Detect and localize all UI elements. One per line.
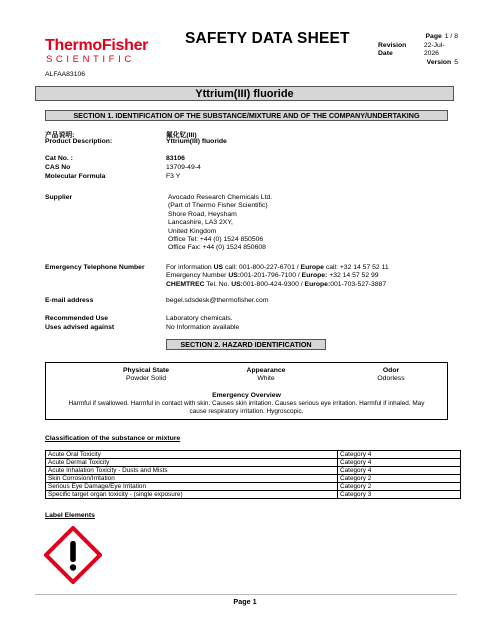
section-1-header: SECTION 1. IDENTIFICATION OF THE SUBSTANCE/MIXTURE AND OF THE COMPANY/UNDERTAKING [45, 110, 448, 121]
section-2-header: SECTION 2. HAZARD IDENTIFICATION [166, 339, 326, 350]
physical-state-value: Powder Solid [125, 375, 167, 382]
appearance-value: White [257, 375, 275, 382]
cat-value: 83106 [166, 155, 185, 162]
hazard-cell: Serious Eye Damage/Eye Irritation [46, 483, 338, 491]
text: Europe: [304, 280, 331, 288]
product-name: Yttrium(III) fluoride [195, 88, 294, 100]
overview-line: Harmful if swallowed. Harmful in contact with skin. Causes skin irritation. Causes serious eye irritation. Harmful if inhaled. May [68, 400, 425, 407]
footer-page-number: Page 1 [233, 597, 257, 606]
odor-value: Odorless [377, 375, 405, 382]
exclamation-mark-diamond-icon [44, 526, 102, 584]
text: Europe: [301, 272, 328, 280]
uses-advised-label: Uses advised against [45, 324, 115, 331]
overview-line: cause respiratory irritation. Hygroscopic. [189, 408, 304, 416]
classification-heading: Classification of the substance or mixture [45, 435, 181, 442]
supplier-line: Shore Road, Heysham [168, 210, 237, 218]
category-cell: Category 2 [338, 483, 461, 491]
emergency-overview-text [46, 400, 447, 416]
text: For information [166, 264, 214, 271]
text: 001-201-796-7100 / [240, 272, 302, 280]
recommended-use-value: Laboratory chemicals. [166, 315, 233, 322]
emergency-overview-label: Emergency Overview [212, 392, 281, 399]
text: 001-800-424-9300 / [242, 280, 305, 288]
appearance-label: Appearance [246, 367, 286, 374]
text: US: [231, 280, 243, 288]
supplier-line: Avocado Research Chemicals Ltd. [168, 194, 273, 201]
table-row [46, 467, 461, 475]
hazard-cell: Acute Dermal Toxicity [46, 459, 338, 467]
email-value[interactable]: begel.sdsdesk@thermofisher.com [166, 297, 269, 304]
text: 001-703-527-3887 [330, 280, 387, 288]
classification-table [45, 450, 461, 499]
supplier-line: Office Tel: +44 (0) 1524 850506 [168, 236, 264, 244]
text: +32 14 57 52 99 [327, 272, 379, 280]
document-id: ALFAA83106 [45, 71, 86, 78]
page-label: Page [425, 33, 442, 40]
recommended-use-label: Recommended Use [45, 315, 109, 322]
cas-value: 13709-49-4 [166, 164, 201, 171]
hazard-cell: Acute Inhalation Toxicity - Dusts and Mists [46, 467, 338, 475]
cas-label: CAS No [45, 164, 71, 171]
formula-label: Molecular Formula [45, 173, 106, 180]
text: US [213, 264, 224, 271]
table-row [46, 475, 461, 483]
text: US: [228, 272, 241, 280]
text: call: 001-800-227-6701 / [223, 264, 301, 271]
supplier-line: (Part of Thermo Fisher Scientific) [168, 202, 268, 210]
hazard-summary-box [45, 362, 448, 420]
supplier-line: Office Fax: +44 (0) 1524 850608 [168, 244, 266, 252]
formula-value: F3 Y [166, 173, 181, 180]
uses-advised-value: No Information available [166, 324, 240, 331]
label-elements-heading: Label Elements [45, 512, 95, 519]
version-value: 5 [454, 58, 458, 66]
category-cell: Category 4 [338, 451, 461, 459]
emergency-line-2 [166, 272, 389, 280]
supplier-line: United Kingdom [168, 227, 217, 235]
brand-logo-subtitle: SCIENTIFIC [46, 54, 135, 65]
table-row [46, 483, 461, 491]
table-row [46, 459, 461, 467]
revision-value: 22-Jul-2026 [423, 41, 445, 58]
email-label: E-mail address [45, 297, 94, 304]
product-desc-label: Product Description: [45, 138, 113, 145]
hazard-cell: Specific target organ toxicity - (single exposure) [46, 491, 338, 499]
product-desc-cn-label: 产品说明: [45, 132, 75, 139]
document-meta [378, 33, 458, 67]
emergency-line-3 [166, 281, 389, 289]
version-label: Version [426, 58, 452, 66]
footer-divider [35, 594, 457, 595]
category-cell: Category 4 [338, 459, 461, 467]
category-cell: Category 4 [338, 467, 461, 475]
category-cell: Category 3 [338, 491, 461, 499]
emergency-label: Emergency Telephone Number [45, 264, 145, 271]
emergency-numbers [166, 264, 389, 289]
physical-state-label: Physical State [122, 367, 170, 374]
emergency-line-1 [166, 264, 389, 272]
page-value: 1 / 8 [444, 33, 458, 40]
text: call: +32 14 57 52 11 [323, 264, 389, 271]
product-desc-value: Yttrium(III) fluoride [166, 138, 227, 145]
hazard-cell: Skin Corrosion/Irritation [46, 475, 338, 483]
product-name-box [35, 86, 454, 101]
product-desc-cn-value: 氟化钇(III) [166, 132, 197, 139]
supplier-address [168, 194, 272, 253]
table-row [46, 491, 461, 499]
text: Europe [300, 264, 324, 271]
category-cell: Category 2 [338, 475, 461, 483]
text: Emergency Number [166, 272, 229, 280]
hazard-cell: Acute Oral Toxicity [46, 451, 338, 459]
supplier-label: Supplier [45, 194, 73, 201]
document-title: SAFETY DATA SHEET [185, 30, 350, 47]
cat-label: Cat No. : [45, 155, 73, 162]
supplier-line: Lancashire, LA3 2XY, [168, 219, 233, 227]
brand-logo: ThermoFisher [45, 37, 149, 54]
text: Tel. No. [204, 280, 232, 288]
odor-label: Odor [382, 367, 400, 374]
revision-label: Revision Date [378, 41, 407, 58]
table-row [46, 451, 461, 459]
text: CHEMTREC [166, 280, 205, 288]
